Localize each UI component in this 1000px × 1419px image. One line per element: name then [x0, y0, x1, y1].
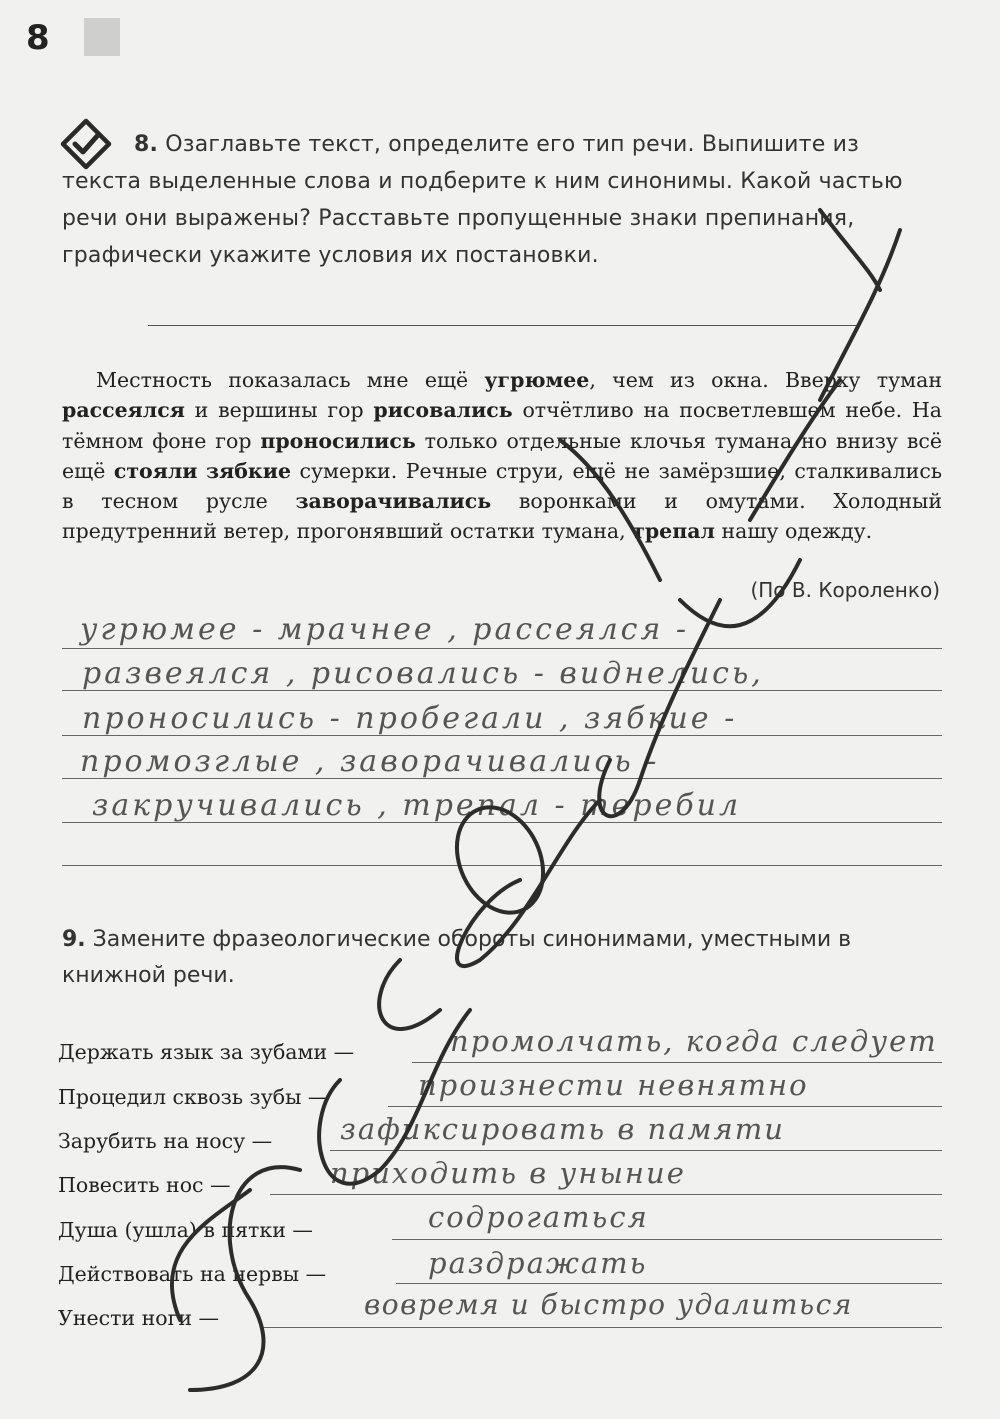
passage-text: нашу одежду.: [714, 519, 873, 544]
page-number-shade: [84, 18, 120, 56]
writing-line: [62, 648, 942, 649]
task-9-instruction: [62, 922, 942, 994]
passage-text: [198, 459, 207, 483]
answer-line: [262, 1327, 942, 1328]
handwritten-answer: зафиксировать в памяти: [340, 1112, 785, 1146]
highlighted-word: стояли: [113, 458, 198, 483]
answer-line: [412, 1062, 942, 1063]
passage-text: , чем из окна. Вверху туман: [589, 368, 942, 392]
page-number: 8: [26, 18, 50, 58]
phrase-label: Унести ноги —: [58, 1306, 220, 1330]
task-9-number: 9.: [62, 927, 86, 952]
handwritten-answer: раздражать: [428, 1246, 648, 1280]
passage-text: Местность показалась мне ещё: [96, 368, 485, 392]
answer-line: [396, 1283, 942, 1284]
passage-text: и вершины гор: [184, 398, 374, 423]
task-8-instruction: [62, 126, 942, 274]
phrase-label: Душа (ушла) в пятки —: [58, 1218, 313, 1242]
handwritten-answer-line: проносились - пробегали , зябкие -: [82, 701, 738, 736]
handwritten-answer-line: развеялся , рисовались - виднелись,: [82, 656, 764, 691]
answer-line: [388, 1106, 942, 1107]
title-answer-line: [148, 325, 858, 326]
handwritten-answer-line: угрюмее - мрачнее , рассеялся -: [80, 612, 690, 647]
handwritten-answer: промолчать, когда следует: [450, 1024, 938, 1058]
task-8-number: 8.: [134, 132, 159, 157]
answer-line: [270, 1194, 942, 1195]
phrase-label: Повесить нос —: [58, 1173, 231, 1197]
handwritten-answer-line: закручивались , трепал - теребил: [92, 788, 742, 823]
answer-line: [330, 1150, 942, 1151]
passage-text: воронками и омутами. Холодный предутренний ветер, прогонявший остатки тумана,: [62, 489, 942, 544]
highlighted-word: угрюмее: [484, 368, 590, 392]
highlighted-word: трепал: [632, 519, 715, 544]
highlighted-word: рассеялся: [62, 398, 185, 423]
writing-line: [62, 865, 942, 866]
handwritten-answer: содрогаться: [428, 1200, 649, 1234]
highlighted-word: заворачивались: [295, 489, 492, 514]
handwritten-answer: произнести невнятно: [418, 1068, 809, 1102]
highlighted-word: рисовались: [373, 398, 513, 423]
highlighted-word: проносились: [260, 428, 416, 453]
phrase-label: Процедил сквозь зубы —: [58, 1085, 329, 1109]
phrase-label: Зарубить на носу —: [58, 1129, 273, 1153]
highlighted-word: зябкие: [206, 458, 291, 483]
passage-text: отчётливо на посветлевшем небе. На тёмном фоне гор: [62, 398, 942, 453]
handwritten-answer: вовремя и быстро удалиться: [364, 1288, 853, 1321]
phrase-label: Держать язык за зубами —: [58, 1040, 355, 1064]
task-9-text: Замените фразеологические обороты синонимами, уместными в книжной речи.: [62, 927, 852, 988]
answer-line: [392, 1239, 942, 1240]
passage-text: только отдельные клочья тумана но внизу всё ещё: [62, 428, 942, 483]
task-8-text: Озаглавьте текст, определите его тип речи. Выпишите из текста выделенные слова и подберите к ним синонимы. Какой частью речи они выражены? Расставьте пропущенные знаки препинания, графически укажите условия их постановки.: [62, 132, 903, 268]
text-passage: [62, 365, 942, 547]
passage-text: сумерки. Речные струи, ещё не замёрзшие, сталкивались в тесном русле: [62, 458, 942, 514]
source-attribution: (По В. Короленко): [750, 578, 940, 602]
handwritten-answer-line: промозглые , заворачивались -: [80, 744, 660, 779]
handwritten-answer: приходить в уныние: [330, 1156, 686, 1190]
phrase-label: Действовать на нервы —: [58, 1262, 327, 1286]
